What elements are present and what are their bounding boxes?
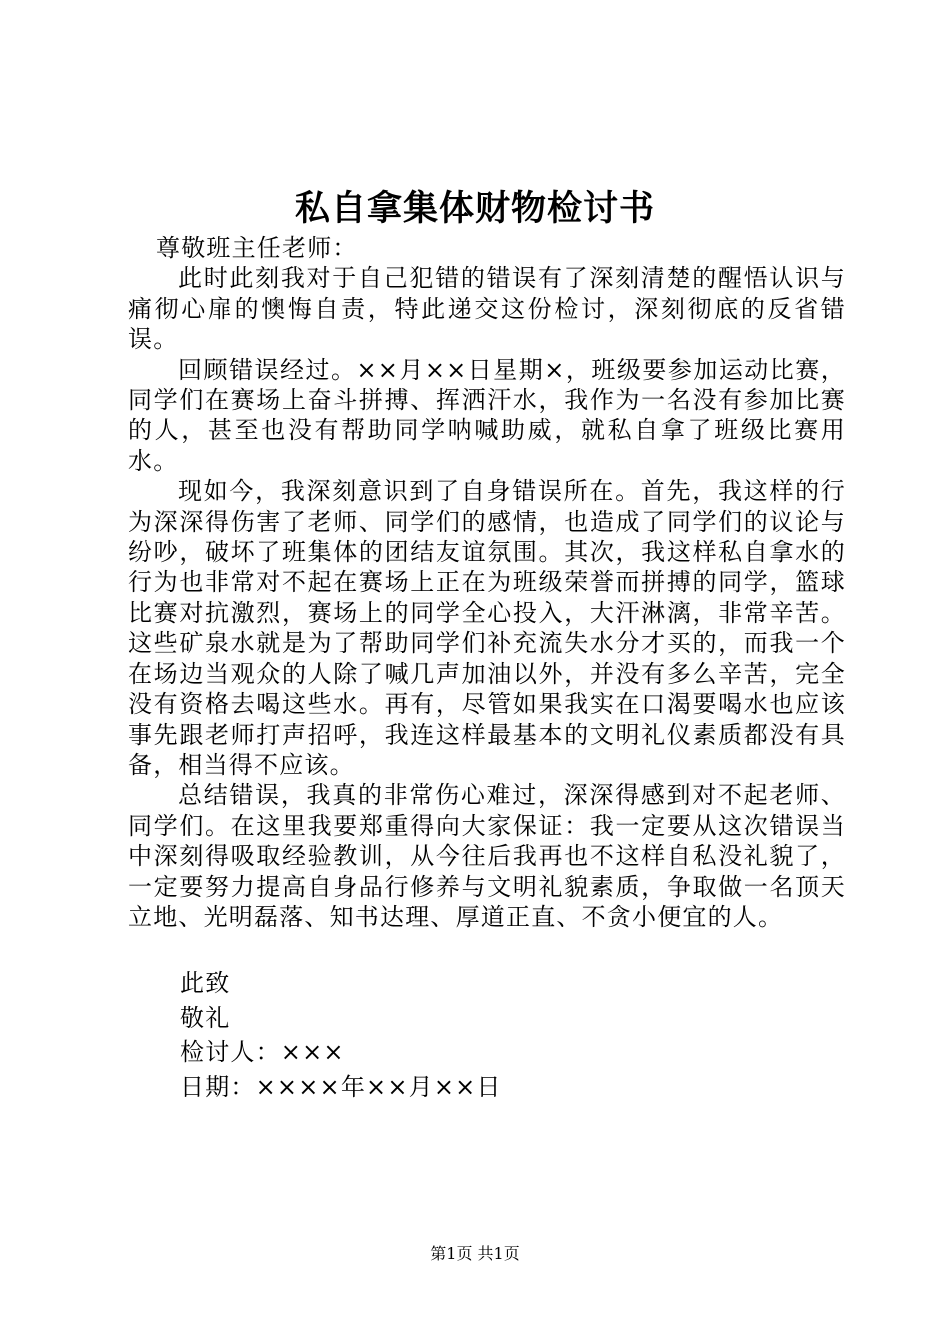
document-body [128, 233, 846, 932]
page-footer: 第1页 共1页 [430, 1244, 520, 1263]
closing-line-2: 敬礼 [180, 1003, 231, 1032]
paragraph-4: 总结错误，我真的非常伤心难过，深深得感到对不起老师、同学们。在这里我要郑重得向大家保证：我一定要从这次错误当中深刻得吸取经验教训，从今往后我再也不这样自私没礼貌了，一定要努力提高自身品行修养与文明礼貌素质，争取做一名顶天立地、光明磊落、知书达理、厚道正直、不贪小便宜的人。 [128, 781, 846, 931]
salutation: 尊敬班主任老师： [156, 234, 358, 262]
author-line: 检讨人：××× [180, 1038, 345, 1066]
paragraph-2: 回顾错误经过。××月××日星期×，班级要参加运动比赛，同学们在赛场上奋斗拼搏、挥洒汗水，我作为一名没有参加比赛的人，甚至也没有帮助同学呐喊助威，就私自拿了班级比赛用水。 [128, 355, 846, 475]
paragraph-1: 此时此刻我对于自己犯错的错误有了深刻清楚的醒悟认识与痛彻心扉的懊悔自责，特此递交这份检讨，深刻彻底的反省错误。 [128, 264, 846, 354]
paragraph-3: 现如今，我深刻意识到了自身错误所在。首先，我这样的行为深深得伤害了老师、同学们的感情，也造成了同学们的议论与纷吵，破坏了班集体的团结友谊氛围。其次，我这样私自拿水的行为也非常对不起在赛场上正在为班级荣誉而拼搏的同学，篮球比赛对抗激烈，赛场上的同学全心投入，大汗淋漓，非常辛苦。这些矿泉水就是为了帮助同学们补充流失水分才买的，而我一个在场边当观众的人除了喊几声加油以外，并没有多么辛苦，完全没有资格去喝这些水。再有，尽管如果我实在口渴要喝水也应该事先跟老师打声招呼，我连这样最基本的文明礼仪素质都没有具备，相当得不应该。 [128, 477, 846, 779]
closing-block [180, 966, 502, 1104]
closing-line-1: 此致 [180, 969, 231, 997]
document-title: 私自拿集体财物检讨书 [294, 188, 655, 229]
date-line: 日期：××××年××月××日 [180, 1072, 502, 1101]
